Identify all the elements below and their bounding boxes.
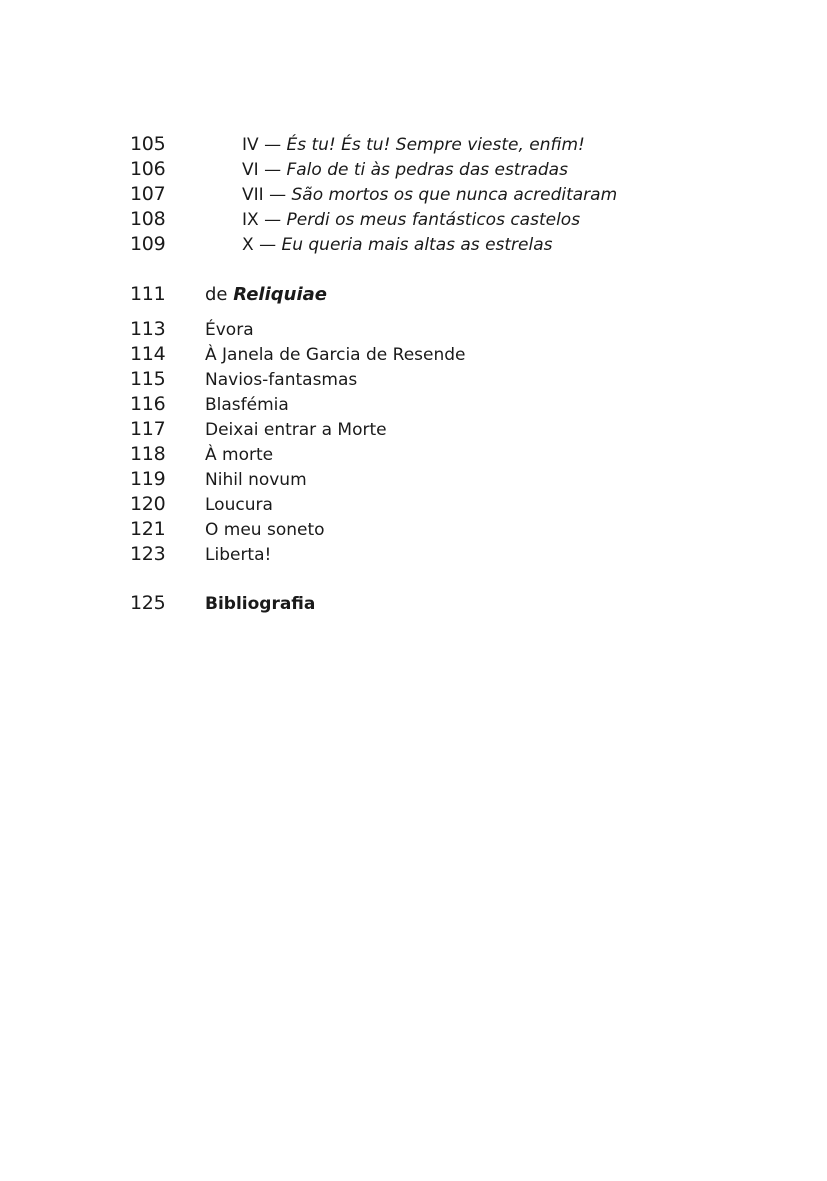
page-number: 121 (130, 518, 166, 540)
toc-poem-entry[interactable] (130, 417, 750, 442)
sonnet-title (205, 183, 750, 208)
toc-bibliography-entry[interactable] (130, 591, 750, 616)
page-number: 107 (130, 183, 166, 205)
toc-poem-entry[interactable] (130, 442, 750, 467)
poem-title: Évora (205, 320, 254, 340)
page-number: 113 (130, 318, 166, 340)
table-of-contents (130, 132, 750, 616)
toc-poem-entry[interactable] (130, 542, 750, 567)
toc-poem-entry[interactable] (130, 392, 750, 417)
em-dash: — (259, 235, 277, 255)
section-name: Reliquiae (233, 284, 327, 305)
page-number: 115 (130, 368, 166, 390)
page-number: 105 (130, 133, 166, 155)
bibliography-title: Bibliografia (205, 594, 316, 614)
toc-sonnet-entry[interactable] (130, 232, 750, 257)
sonnet-incipit: Perdi os meus fantásticos castelos (286, 210, 581, 230)
em-dash: — (264, 210, 282, 230)
page-number: 125 (130, 592, 166, 614)
page-number: 114 (130, 343, 166, 365)
toc-poem-entry[interactable] (130, 367, 750, 392)
roman-numeral: X (242, 235, 254, 255)
sonnet-title (205, 233, 750, 258)
roman-numeral: VII (242, 185, 264, 205)
section-prefix: de (205, 284, 228, 305)
roman-numeral: VI (242, 160, 259, 180)
poem-title: Navios-fantasmas (205, 370, 358, 390)
toc-sonnet-entry[interactable] (130, 132, 750, 157)
toc-sonnet-entry[interactable] (130, 182, 750, 207)
sonnet-title (205, 208, 750, 233)
toc-section-heading[interactable] (130, 281, 750, 308)
page-number: 119 (130, 468, 166, 490)
toc-sonnet-entry[interactable] (130, 157, 750, 182)
poem-title: Liberta! (205, 545, 272, 565)
poem-title: Blasfémia (205, 395, 289, 415)
em-dash: — (264, 135, 282, 155)
page-number: 118 (130, 443, 166, 465)
roman-numeral: IV (242, 135, 259, 155)
poem-title: À Janela de Garcia de Resende (205, 345, 466, 365)
roman-numeral: IX (242, 210, 259, 230)
poem-title: Nihil novum (205, 470, 307, 490)
poem-title: Loucura (205, 495, 273, 515)
poem-title: O meu soneto (205, 520, 325, 540)
sonnet-title (205, 158, 750, 183)
sonnet-title (205, 133, 750, 158)
sonnet-incipit: És tu! És tu! Sempre vieste, enfim! (286, 135, 585, 155)
page-number: 109 (130, 233, 166, 255)
spacer (130, 257, 750, 281)
poem-title: À morte (205, 445, 274, 465)
section-title (205, 281, 750, 308)
toc-sonnet-entry[interactable] (130, 207, 750, 232)
page-number: 111 (130, 283, 166, 305)
sonnet-incipit: Eu queria mais altas as estrelas (281, 235, 553, 255)
toc-poem-entry[interactable] (130, 517, 750, 542)
page-number: 123 (130, 543, 166, 565)
em-dash: — (264, 160, 282, 180)
em-dash: — (269, 185, 287, 205)
page-number: 116 (130, 393, 166, 415)
toc-poem-entry[interactable] (130, 492, 750, 517)
toc-poem-entry[interactable] (130, 317, 750, 342)
spacer (130, 308, 750, 317)
page-number: 120 (130, 493, 166, 515)
page-number: 108 (130, 208, 166, 230)
page-number: 106 (130, 158, 166, 180)
sonnet-incipit: Falo de ti às pedras das estradas (286, 160, 568, 180)
toc-poem-entry[interactable] (130, 467, 750, 492)
toc-poem-entry[interactable] (130, 342, 750, 367)
page-number: 117 (130, 418, 166, 440)
sonnet-incipit: São mortos os que nunca acreditaram (291, 185, 618, 205)
spacer (130, 567, 750, 591)
poem-title: Deixai entrar a Morte (205, 420, 387, 440)
